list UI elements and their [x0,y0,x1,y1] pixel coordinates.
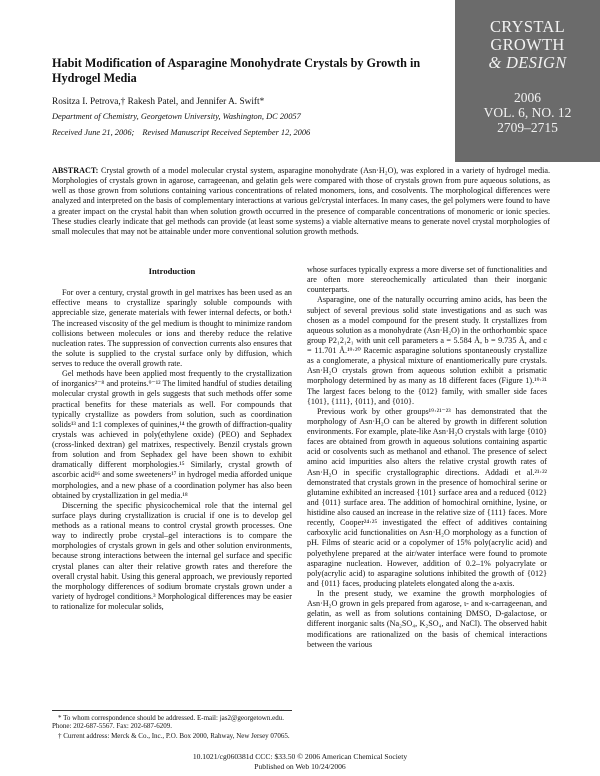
article-title: Habit Modification of Asparagine Monohydrate Crystals by Growth in Hydrogel Media [52,56,421,85]
paragraph: Discerning the specific physicochemical role that the internal gel surface plays during crystallization is crucial if one is to develop gel methods as a rational means to control crystal growth processes. One way to indirectly probe crystal–gel interactions is to compare the morphologies of crystals grown in gels and other solution environments, because strong interactions between the internal gel surface and specific crystal planes can alter their relative growth rates and therefore the overall crystal habit. Using this general approach, we previously reported the morphology differences of sodium bromate crystals grown under a variety of hydrogel conditions.³ Morphological differences may be easier to rationalize for molecular solids, [52,500,292,611]
abstract-text: Crystal growth of a model molecular crystal system, asparagine monohydrate (Asn·H₂O), was explored in a variety of hydrogel media. Morphologies of crystals grown in agarose, carrageenan, and gelatin gels were compared with those of crystals grown from pure aqueous solutions, as well as those grown from solutions containing various concentrations of related monomers, ions, and cosolvents. The morphological differences were analyzed and interpreted on the basis of complementary interactions at various gel/crystal interfaces. In many cases, the gel polymers were found to have a greater impact on the crystal habit than when solution growth occurred in the presence of comparable concentrations of monomeric or ionic species. These studies clearly indicate that gel methods can provide (at least some systems) a viable alternative means to generate novel crystal morphologies of small molecules that may not be attainable under more conventional solution growth methods. [52,166,550,236]
right-column [307,265,547,650]
journal-year: 2006 [514,90,541,105]
journal-name [455,18,600,72]
article-dates [52,128,452,137]
paragraph: Previous work by other groups¹⁹·²¹⁻²³ has demonstrated that the morphology of Asn·H₂O can be altered by growth in different solution environments. For example, plate-like Asn·H₂O crystals with large {010} faces are obtained from growth in aqueous solutions containing aspartic acid or cosolvents such as methanol and ethanol. The presence of select amino acid impurities also alters the relative crystal growth rates of Asn·H₂O in specific crystallographic directions. Addadi et al.²¹·²² demonstrated that crystals grown in the presence of homochiral serine or glutamine exhibited an increased {101} surface area and a reduced {012} and {011} surface area. The addition of homochiral ornithine, lysine, or histidine also caused an increase in the relative size of {111} faces. More recently, Cooper²⁴·²⁵ investigated the effect of additives containing carboxylic acid functionalities on Asn·H₂O morphology as a function of pH. Films of stearic acid or a copolymer of 15% poly(acrylic acid) and polyethylene prepared at the air/water interface were found to promote asparagine nucleation. However, addition of 0.2–1% polyacrylate or poly(acrylic acid) to asparagine solutions inhibited the growth of {012} and {011} faces, producing platelets elongated along the a-axis. [307,406,547,588]
journal-issue-info [455,90,600,135]
footer-doi: 10.1021/cg060381d CCC: $33.50 © 2006 American Chemical Society [192,752,408,761]
journal-name-line1: CRYSTAL [489,17,566,36]
left-column [52,266,292,612]
revised-date: Revised Manuscript Received September 12, 2006 [142,128,311,137]
paragraph: Gel methods have been applied most frequently to the crystallization of inorganics²⁻⁸ and proteins.⁹⁻¹² The limited handful of studies detailing molecular crystal growth in gels suggests that such methods offer some practical benefits for these materials as well. For compounds that typically crystallize as powders from solution, such as coordination solids¹³ and 1:1 complexes of quinines,¹⁴ the growth of diffraction-quality crystals was achieved in poly(ethylene oxide) (PEO) and Sephadex (cross-linked dextran) gel matrixes, respectively. Benzil crystals grown from solution and from Sephadex gel have been shown to exhibit dramatically different morphologies.¹⁵ Similarly, crystal growth of ascorbic acid¹⁶ and some sweeteners¹⁷ in hydrogel media afforded unique morphologies, and a new phase of a coordination polymer has also been obtained by crystallization in gel media.¹⁸ [52,369,292,500]
journal-name-line3: & DESIGN [488,53,567,72]
footnote-correspondence: * To whom correspondence should be addressed. E-mail: jas2@georgetown.edu. Phone: 202-687-5567. Fax: 202-687-6209. [52,714,284,731]
article-affiliation: Department of Chemistry, Georgetown University, Washington, DC 20057 [52,112,301,121]
journal-name-line2: GROWTH [490,35,565,54]
footnotes [52,710,292,741]
journal-pages: 2709–2715 [497,120,558,135]
footnote-current-address: † Current address: Merck & Co., Inc., P.O. Box 2000, Rahway, New Jersey 07065. [58,731,290,740]
article-authors: Rositza I. Petrova,† Rakesh Patel, and Jennifer A. Swift* [52,97,265,107]
paragraph: In the present study, we examine the growth morphologies of Asn·H₂O grown in gels prepared from agarose, ι- and κ-carrageenan, and gelatin, as well as from solutions containing DMSO, D-galactose, or different inorganic salts (Na₂SO₄, K₂SO₄, and NaCl). The observed habit modifications are rationalized on the basis of chemical interactions between the various [307,589,547,649]
paragraph: whose surfaces typically express a more diverse set of functionalities and are often more stereochemically articulated than their inorganic counterparts. [307,265,547,295]
paragraph: Asparagine, one of the naturally occurring amino acids, has been the subject of several previous solid state investigations and as such was chosen as a model compound for the present study. It crystallizes from aqueous solution as a monohydrate (Asn·H₂O) in the orthorhombic space group P2₁2₁2₁ with unit cell parameters a = 5.584 Å, b = 9.735 Å, and c = 11.701 Å.¹⁹·²⁰ Racemic asparagine solutions spontaneously crystallize as a conglomerate, a physical mixture of enantiomerically pure crystals. Asn·H₂O crystals grown from aqueous solution exhibit a prismatic morphology determined by as many as 18 different faces (Figure 1).¹⁹·²¹ The largest faces belong to the {012} family, with smaller side faces {101}, {111}, {011}, and {010}. [307,295,547,406]
abstract [52,166,550,237]
footer-published: Published on Web 10/24/2006 [254,762,346,771]
paragraph: For over a century, crystal growth in gel matrixes has been used as an effective means to crystallize sparingly soluble compounds with appreciable size, generate materials with fewer internal defects, or both.¹ The increased viscosity of the gel medium is thought to minimize random collisions between molecules or ions and thereby reduce the relative nucleation rates. The suppression of convection currents also ensures that the solute is supplied to the crystal surface only by diffusion, which serves to reduce the overall growth rate. [52,288,292,368]
journal-banner [455,0,600,162]
section-heading-introduction: Introduction [148,266,196,276]
received-date: Received June 21, 2006; [52,128,135,137]
journal-volume-issue: VOL. 6, NO. 12 [483,105,572,120]
abstract-label: ABSTRACT: [52,166,99,175]
